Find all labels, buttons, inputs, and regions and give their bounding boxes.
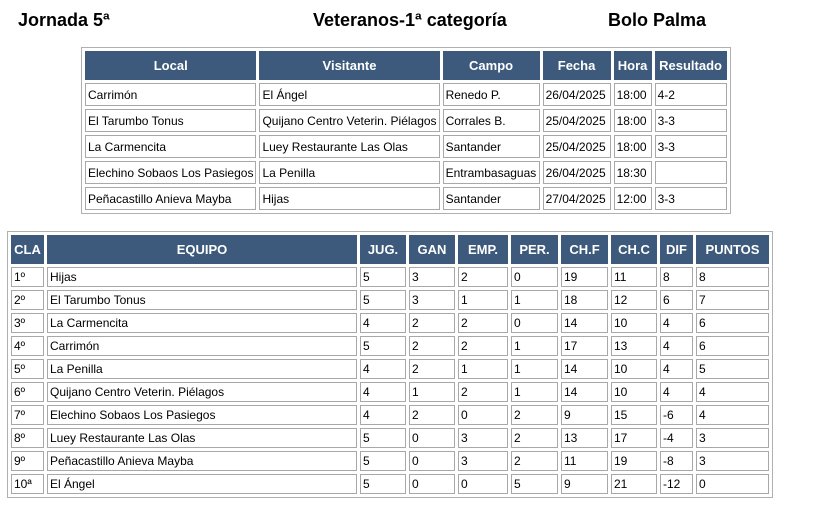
table-row [11,405,769,425]
standing-cell: 8 [696,267,769,287]
standing-cell: 1 [511,290,558,310]
standing-cell: 5 [360,428,406,448]
standing-cell: Luey Restaurante Las Olas [47,428,357,448]
standing-cell: 3 [458,428,508,448]
match-cell: El Tarumbo Tonus [85,109,256,132]
standing-column-header: JUG. [360,235,406,264]
standing-cell: 21 [611,474,657,494]
match-cell: 12:00 [614,187,652,210]
standing-cell: 12 [611,290,657,310]
table-row [11,474,769,494]
standing-cell: 1 [511,336,558,356]
standing-column-header: PUNTOS [696,235,769,264]
table-row [85,135,727,158]
standing-cell: 4º [11,336,44,356]
standing-cell: 2 [458,382,508,402]
standings-body [11,267,769,494]
match-cell: Corrales B. [443,109,540,132]
standing-cell: 19 [561,267,608,287]
standing-cell: 2 [409,359,455,379]
match-cell: 3-3 [655,135,727,158]
standing-column-header: GAN [409,235,455,264]
standing-cell: 3 [409,290,455,310]
standing-cell: 0 [458,474,508,494]
standing-cell: -6 [660,405,693,425]
standing-cell: 1º [11,267,44,287]
standing-cell: 0 [511,313,558,333]
standing-cell: Quijano Centro Veterin. Piélagos [47,382,357,402]
standing-cell: 6 [696,313,769,333]
standing-cell: 4 [360,382,406,402]
standing-cell: 5 [360,336,406,356]
standing-cell: 4 [360,405,406,425]
standing-cell: Elechino Sobaos Los Pasiegos [47,405,357,425]
standing-cell: 2 [511,405,558,425]
standing-cell: 2 [458,313,508,333]
standing-header [11,235,769,264]
match-cell: 3-3 [655,187,727,210]
match-cell: 25/04/2025 [543,135,611,158]
standing-cell: La Penilla [47,359,357,379]
standings-table [8,232,772,497]
standing-cell: Peñacastillo Anieva Mayba [47,451,357,471]
standing-cell: 17 [611,428,657,448]
standing-cell: 3 [696,451,769,471]
standing-cell: 0 [409,474,455,494]
table-row [11,267,769,287]
standing-cell: 6 [660,290,693,310]
match-cell: Quijano Centro Veterin. Piélagos [259,109,439,132]
standing-cell: 3 [696,428,769,448]
match-cell: Peñacastillo Anieva Mayba [85,187,256,210]
standing-cell: 0 [696,474,769,494]
standing-cell: 7º [11,405,44,425]
standing-cell: 5 [696,359,769,379]
match-cell: Renedo P. [443,83,540,106]
table-row [11,428,769,448]
table-row [11,451,769,471]
standing-cell: Hijas [47,267,357,287]
match-cell: 25/04/2025 [543,109,611,132]
standing-cell: 4 [696,382,769,402]
standing-cell: 3º [11,313,44,333]
jornada-title: Jornada 5ª [18,10,110,30]
match-cell: 26/04/2025 [543,83,611,106]
standing-cell: 0 [458,405,508,425]
match-column-header: Campo [443,51,540,80]
standing-cell: 0 [409,451,455,471]
modality-title: Bolo Palma [608,10,707,30]
standing-cell: 10ª [11,474,44,494]
standing-column-header: DIF [660,235,693,264]
standing-cell: 10 [611,313,657,333]
standing-cell: 14 [561,359,608,379]
standing-cell: 14 [561,382,608,402]
match-column-header: Resultado [655,51,727,80]
standing-cell: 10 [611,382,657,402]
table-row [85,83,727,106]
standing-cell: 4 [360,313,406,333]
match-column-header: Visitante [259,51,439,80]
standing-cell: 9 [561,405,608,425]
standing-cell: 2º [11,290,44,310]
match-cell: Hijas [259,187,439,210]
standing-cell: 13 [561,428,608,448]
standing-cell: 5 [360,290,406,310]
standing-cell: 7 [696,290,769,310]
match-cell: 27/04/2025 [543,187,611,210]
match-cell: Entrambasaguas [443,161,540,184]
standing-cell: 0 [409,428,455,448]
match-cell: Santander [443,135,540,158]
standing-cell: El Ángel [47,474,357,494]
standing-cell: 6º [11,382,44,402]
standing-cell: 3 [458,451,508,471]
match-cell: Luey Restaurante Las Olas [259,135,439,158]
standing-cell: 2 [409,336,455,356]
standing-cell: 2 [458,267,508,287]
standing-cell: -4 [660,428,693,448]
table-row [11,382,769,402]
standing-cell: 5 [360,474,406,494]
standings-header-row [11,235,769,264]
standing-cell: 9 [561,474,608,494]
standing-cell: 11 [561,451,608,471]
standing-cell: 2 [458,336,508,356]
standing-column-header: CH.F [561,235,608,264]
match-cell: 4-2 [655,83,727,106]
category-title: Veteranos-1ª categoría [313,10,507,30]
standing-cell: 1 [458,290,508,310]
match-column-header: Fecha [543,51,611,80]
matches-table [82,48,730,213]
table-row [85,161,727,184]
standing-cell: 4 [660,313,693,333]
standing-cell: 1 [511,382,558,402]
match-cell: 26/04/2025 [543,161,611,184]
match-cell: Elechino Sobaos Los Pasiegos [85,161,256,184]
standing-cell: 1 [458,359,508,379]
standing-column-header: CLA [11,235,44,264]
standing-cell: -8 [660,451,693,471]
match-cell: Santander [443,187,540,210]
standing-column-header: CH.C [611,235,657,264]
standing-cell: La Carmencita [47,313,357,333]
standing-cell: 8 [660,267,693,287]
standing-cell: 18 [561,290,608,310]
standing-cell: 5º [11,359,44,379]
standing-cell: 11 [611,267,657,287]
standing-cell: 2 [511,451,558,471]
standing-column-header: EMP. [458,235,508,264]
table-row [85,187,727,210]
standing-column-header: EQUIPO [47,235,357,264]
standing-cell: 19 [611,451,657,471]
match-cell: La Penilla [259,161,439,184]
standing-cell: 9º [11,451,44,471]
standing-cell: 2 [409,405,455,425]
standing-cell: 6 [696,336,769,356]
standing-cell: 2 [409,313,455,333]
match-cell: 18:30 [614,161,652,184]
match-cell: 3-3 [655,109,727,132]
standing-cell: 4 [360,359,406,379]
standing-cell: 5 [360,451,406,471]
standing-cell: 5 [511,474,558,494]
standing-cell: 14 [561,313,608,333]
standing-column-header: PER. [511,235,558,264]
match-cell: La Carmencita [85,135,256,158]
match-cell: 18:00 [614,83,652,106]
table-row [11,313,769,333]
table-row [11,359,769,379]
standing-cell: 4 [696,405,769,425]
match-cell: El Ángel [259,83,439,106]
standing-cell: 1 [511,359,558,379]
match-header [85,51,727,80]
standing-cell: 0 [511,267,558,287]
standing-cell: 1 [409,382,455,402]
matches-header-row [85,51,727,80]
standing-cell: 17 [561,336,608,356]
standing-cell: Carrimón [47,336,357,356]
standing-cell: 3 [409,267,455,287]
standing-cell: 4 [660,336,693,356]
standing-cell: 15 [611,405,657,425]
standing-cell: 2 [511,428,558,448]
standing-cell: -12 [660,474,693,494]
standing-cell: 4 [660,359,693,379]
standing-cell: 8º [11,428,44,448]
standing-cell: 10 [611,359,657,379]
match-cell [655,161,727,184]
match-column-header: Local [85,51,256,80]
standing-cell: 13 [611,336,657,356]
table-row [85,109,727,132]
match-column-header: Hora [614,51,652,80]
match-cell: 18:00 [614,135,652,158]
table-row [11,336,769,356]
matches-body [85,83,727,210]
standing-cell: El Tarumbo Tonus [47,290,357,310]
match-cell: 18:00 [614,109,652,132]
table-row [11,290,769,310]
match-cell: Carrimón [85,83,256,106]
standing-cell: 5 [360,267,406,287]
standing-cell: 4 [660,382,693,402]
